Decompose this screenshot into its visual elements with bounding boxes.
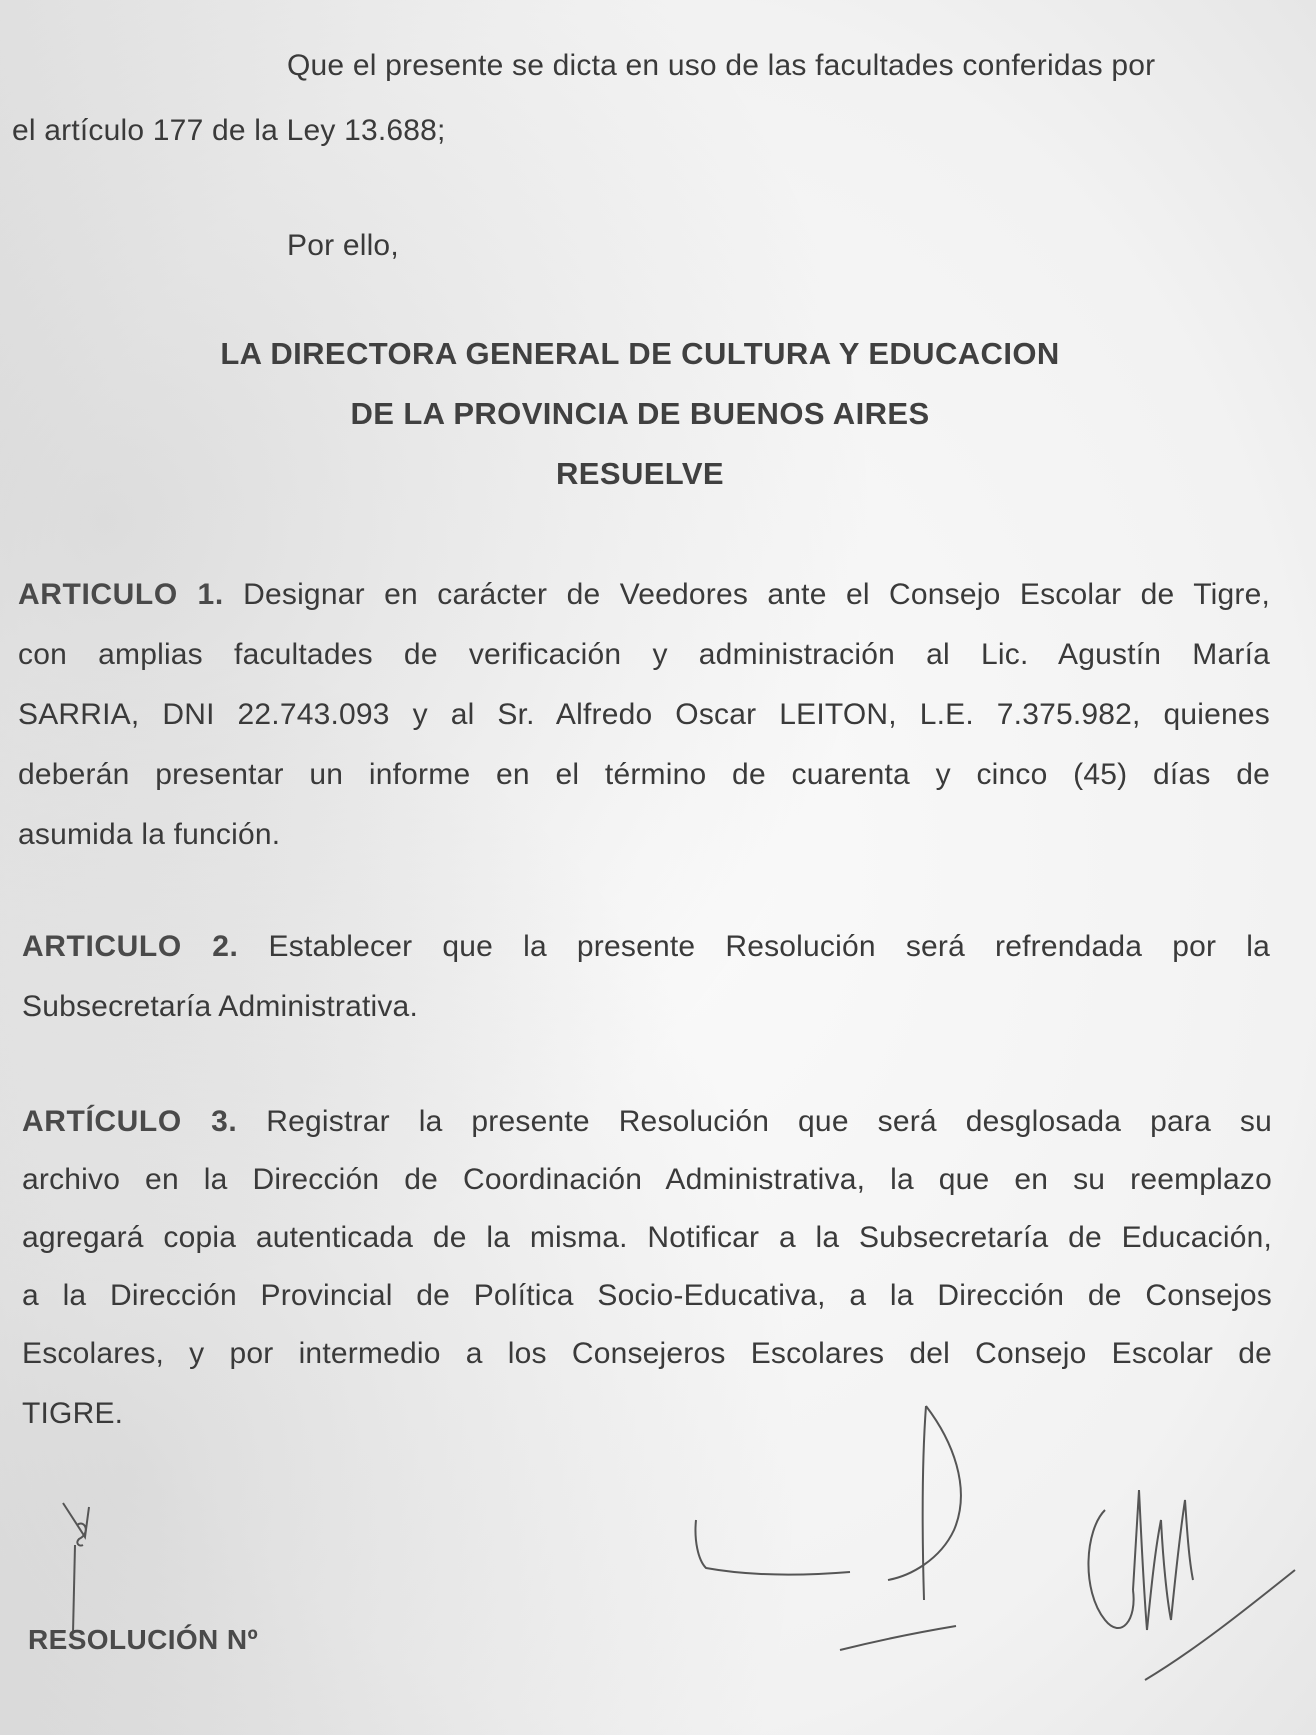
- articulo-3-label: ARTÍCULO 3.: [22, 1105, 238, 1138]
- articulo-3-line-4: a la Dirección Provincial de Política Socio-Educativa, a la Dirección de Consejos: [22, 1279, 1272, 1312]
- articulo-1-line-2: con amplias facultades de verificación y administración al Lic. Agustín María: [18, 638, 1270, 671]
- handwritten-initials-mark: [55, 1495, 105, 1635]
- handwritten-signature-2: [1075, 1470, 1315, 1690]
- articulo-2-label: ARTICULO 2.: [22, 930, 239, 963]
- articulo-1-line-5: asumida la función.: [18, 818, 281, 851]
- articulo-3-line-6: TIGRE.: [22, 1397, 124, 1430]
- articulo-3-line-5: Escolares, y por intermedio a los Consejeros Escolares del Consejo Escolar de: [22, 1337, 1272, 1370]
- articulo-3-line-2: archivo en la Dirección de Coordinación Administrativa, la que en su reemplazo: [22, 1163, 1272, 1196]
- articulo-1-label: ARTICULO 1.: [18, 578, 224, 611]
- por-ello: Por ello,: [287, 229, 399, 262]
- articulo-1-line-4: deberán presentar un informe en el término de cuarenta y cinco (45) días de: [18, 758, 1270, 791]
- resolucion-number-label: RESOLUCIÓN Nº: [28, 1624, 259, 1655]
- articulo-3-text-1: Registrar la presente Resolución que será desglosada para su: [237, 1105, 1272, 1138]
- articulo-1-line-1: [18, 577, 1270, 613]
- heading-authority-line-2: DE LA PROVINCIA DE BUENOS AIRES: [350, 396, 930, 431]
- articulo-3-line-1: [22, 1104, 1272, 1140]
- articulo-1-text-1: Designar en carácter de Veedores ante el Consejo Escolar de Tigre,: [223, 578, 1271, 611]
- handwritten-signature-1: [690, 1400, 990, 1670]
- articulo-1-line-3: SARRIA, DNI 22.743.093 y al Sr. Alfredo Oscar LEITON, L.E. 7.375.982, quienes: [18, 698, 1270, 731]
- articulo-2-line-2: Subsecretaría Administrativa.: [22, 990, 418, 1023]
- articulo-2-line-1: [22, 929, 1270, 965]
- heading-authority-line-1: LA DIRECTORA GENERAL DE CULTURA Y EDUCACION: [220, 336, 1060, 371]
- intro-line-2: el artículo 177 de la Ley 13.688;: [12, 114, 446, 147]
- heading-resuelve: RESUELVE: [556, 456, 724, 491]
- intro-line-1: Que el presente se dicta en uso de las facultades conferidas por: [287, 49, 1156, 82]
- articulo-3-line-3: agregará copia autenticada de la misma. Notificar a la Subsecretaría de Educación,: [22, 1221, 1272, 1254]
- articulo-2-text-1: Establecer que la presente Resolución será refrendada por la: [238, 930, 1271, 963]
